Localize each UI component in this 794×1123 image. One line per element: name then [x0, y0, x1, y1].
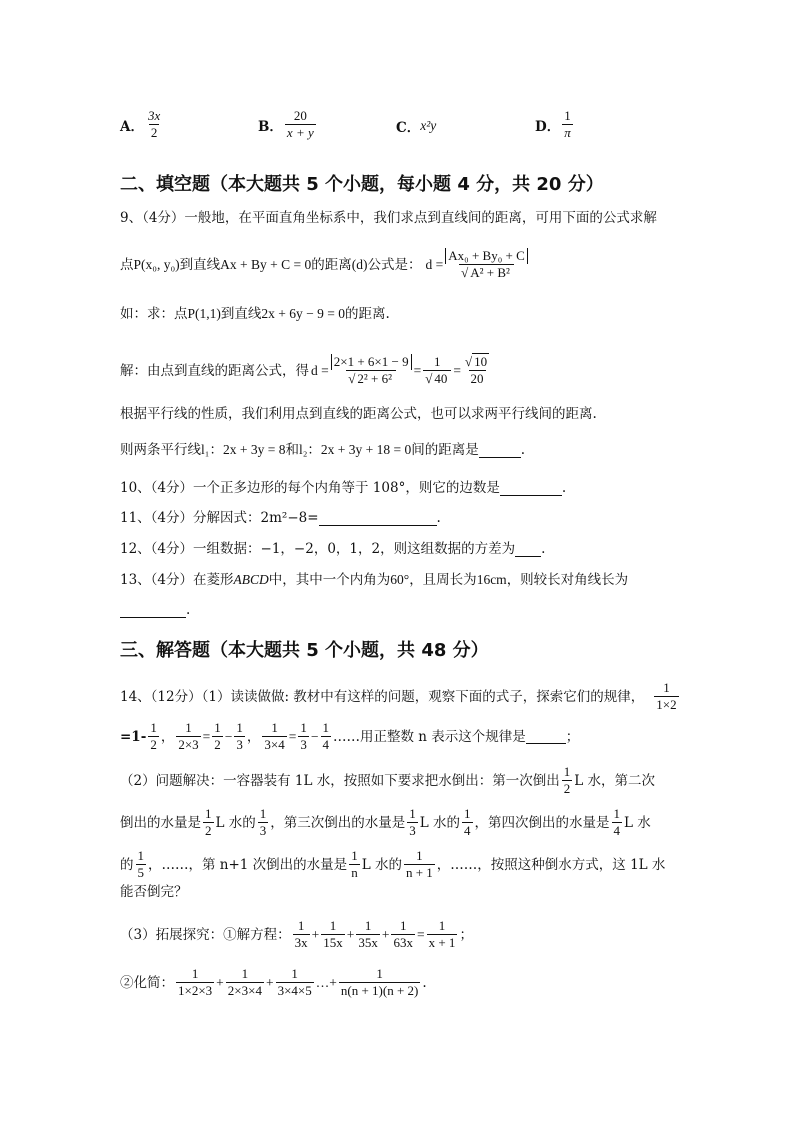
option-a-label: A．	[120, 118, 144, 135]
q11-line: 11、（4分）分解因式：2m²−8= .	[120, 510, 441, 526]
option-a-fraction: $\frac{3x}{2}$	[147, 108, 161, 140]
q11-answer-blank	[319, 511, 437, 526]
q14-part2-line-4: 能否倒完？	[120, 884, 188, 900]
section-2-heading: 二、填空题（本大题共 5 个小题，每小题 4 分，共 20 分）	[120, 174, 604, 195]
option-d	[535, 108, 575, 141]
q9-line-5: 根据平行线的性质，我们利用点到直线的距离公式，也可以求两平行线间的距离.	[120, 406, 597, 422]
q14-part3-line-1: （3）拓展探究：①解方程： $\frac{1}{3x}$ + $\frac{1}{15x}$ + $\frac{1}{35x}$ + $\frac{1}{63x}$ = $\frac{1}{x + 1}$ ；	[120, 918, 473, 950]
option-c-label: C．	[396, 120, 421, 136]
option-b	[258, 108, 318, 141]
q12-line: 12、（4分）一组数据：−1，−2，0，1，2，则这组数据的方差为 .	[120, 541, 546, 557]
solution-fraction-2: $\frac{1}{√ 40}$	[423, 354, 451, 387]
q14-part2-line-2: 倒出的水量是 $\frac{1}{2}$ L 水的 $\frac{1}{3}$ ，第三次倒出的水量是 $\frac{1}{3}$ L 水的 $\frac{1}{4}$ ，第四次倒出的水量是 $\frac{1}{4}$ L 水	[120, 806, 651, 838]
q14-line-1: 14、（12分）（1）读读做做: 教材中有这样的问题，观察下面的式子，探索它们的规律， $\frac{1}{1\times 2}$	[120, 680, 677, 712]
q14-answer-blank	[526, 729, 566, 744]
q9-line-2: 点 P(x₀, y₀) 到直线 Ax + By + C = 0 的距离 (d) 公式是： d = $\frac{\text{Ax₀ + By₀ + C}}{\text{√ A² + B²}}$	[120, 248, 530, 281]
q14-fraction-1: $\frac{1}{1\times 2}$	[656, 680, 677, 712]
option-a	[120, 108, 164, 141]
q13-answer-blank	[120, 603, 186, 618]
q9-line-6: 则两条平行线 l₁ ：2x + 3y = 8 和 l₂ ：2x + 3y + 18 = 0 间的距离是 .	[120, 442, 526, 458]
option-d-label: D．	[535, 118, 561, 135]
option-b-fraction: $\frac{20}{x + y}$	[286, 108, 314, 140]
q14-part2-line-3: 的 $\frac{1}{5}$ ，……，第 n+1 次倒出的水量是 $\frac{1}{n}$ L 水的 $\frac{1}{n + 1}$ ，……，按照这种倒水方式，这 1L 水	[120, 848, 666, 880]
option-c-expression: x²y	[420, 118, 437, 133]
q10-line: 10、（4分）一个正多边形的每个内角等于 108°，则它的边数是 .	[120, 480, 567, 496]
q14-line-2: =1- $\frac{1}{2}$ ， $\frac{1}{2\times 3}$ = $\frac{1}{2}$ − $\frac{1}{3}$ ， $\frac{1}{3\times 4}$ = $\frac{1}{3}$ − $\frac{1}{4}$ ……用正整数 n 表示这个规律是 ；	[120, 720, 580, 752]
q13-line-2: .	[120, 600, 190, 620]
q10-answer-blank	[500, 481, 562, 496]
q9-line-3: 如：求：点 P(1,1) 到直线 2x + 6y − 9 = 0 的距离.	[120, 306, 390, 322]
q14-part3-line-2: ②化简： $\frac{1}{1\times 2\times 3}$ + $\frac{1}{2\times 3\times 4}$ + $\frac{1}{3\times 4\times 5}$ …+ $\frac{1}{n(n + 1)(n + 2)}$ .	[120, 966, 427, 998]
q12-answer-blank	[515, 542, 541, 557]
q14-part2-line-1: （2）问题解决：一容器装有 1L 水，按照如下要求把水倒出：第一次倒出 $\frac{1}{2}$ L 水，第二次	[120, 764, 655, 796]
solution-fraction-3: $\frac{√ 10}{20}$	[464, 354, 488, 386]
q13-line: 13、（4分）在菱形 ABCD 中，其中一个内角为 60° ，且周长为 16cm ，则较长对角线长为	[120, 572, 629, 588]
option-c	[396, 116, 436, 136]
solution-fraction-1: $\frac{2\times 1 + 6\times 1 - 9}{\text{√ 2² + 6²}}$	[331, 354, 412, 387]
q9-line-1: 9、（4分）一般地，在平面直角坐标系中，我们求点到直线间的距离，可用下面的公式求解	[120, 210, 657, 226]
q9-answer-blank	[479, 443, 521, 458]
q9-line-4: 解：由点到直线的距离公式，得 d = $\frac{2\times 1 + 6\times 1 - 9}{\text{√ 2² + 6²}}$ = $\frac{1}{√ 40}$ = $\frac{√ 10}{20}$	[120, 354, 493, 387]
option-d-fraction: $\frac{1}{\pi}$	[564, 108, 571, 140]
option-b-label: B．	[258, 118, 283, 135]
distance-formula: $\frac{\text{Ax₀ + By₀ + C}}{\text{√ A² + B²}}$	[445, 248, 527, 281]
section-3-heading: 三、解答题（本大题共 5 个小题，共 48 分）	[120, 640, 489, 661]
